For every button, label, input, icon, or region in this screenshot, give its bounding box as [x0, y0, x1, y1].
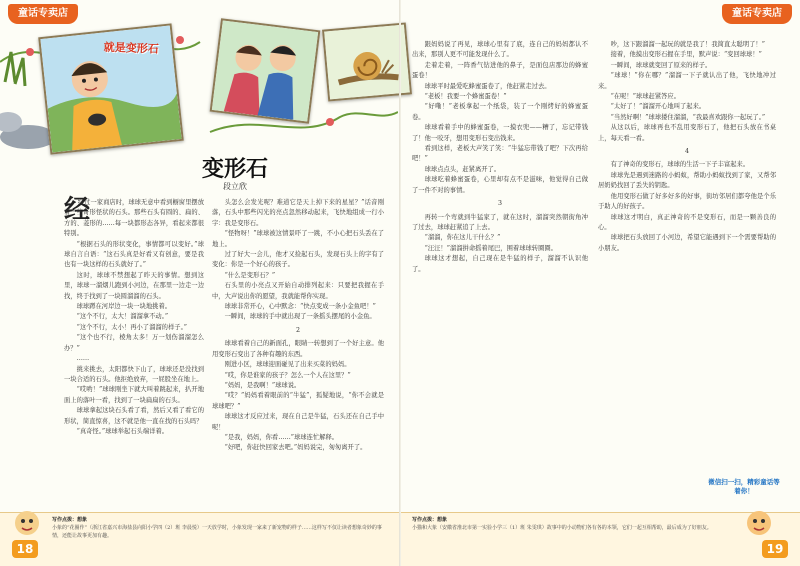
column-badge-left: 童话专卖店 — [8, 4, 78, 24]
left-writing-label: 写作点拨：想象 — [52, 517, 88, 523]
page-number-right: 19 — [762, 540, 788, 558]
right-writing-text: 小猫和大象（安徽省淮北市第一实验小学三（1）班 朱雯琪）故事中的小动物们各有各的本领，它们一起互相帮助，最后成为了好朋友。 — [412, 525, 712, 531]
left-column-1 — [64, 195, 204, 510]
family-picture — [212, 20, 318, 121]
photo-frame-family — [210, 18, 321, 123]
right-footer-mascot — [744, 508, 774, 538]
right-writing-tip — [412, 516, 734, 556]
left-writing-text: 小象的“花圈作”（浙江省嘉兴市海盐县向阳小学四（2）班 李晨悦）一天放学时，小象发现一家来了新宠物的样子……这样写不仅让读者想象奇妙的事情，还能让故事更加有趣。 — [52, 525, 382, 539]
story-title: 变形石 — [201, 157, 268, 182]
left-column-1-text: 经过一家商店时，球球无意中看到橱窗里摆放着一些奇形怪状的石头。那些石头有圆的、扁的、方的、菱形的……每一块都形态各异，看起来都很特别。 “根据石头的形状变化，事情都可以变好。”球球自言自语：“这石头真是好看又有创意，要是我也有一块这样的石头就好了。” 这时，球球不禁想起了昨天的事情。想到这里，球球一溜烟儿跑到小河边，在那里一边走一边找，终于找到了一块圆溜溜的石头。 球球蹲在河岸边一块一块地挑着。 “这个不行，太大！溜溜拿不动。” “这个不行，太小！再小了溜溜的样子。” “这个也不行，棱角太多！万一划伤溜溜怎么办？” …… 挑来挑去，太阳都快下山了，球球还是没找到一块合适的石头。他拒绝放弃，一屁股坐在地上。 “哎哟！”球球刚坐下就大叫着跳起来，扒开地面上的落叶一看，找到了一块扁扁的石头。 球球拿起这块石头看了看，然后又看了看它的形状，简直惊喜，这不就是他一直在找的石头吗？ “真奇怪。”球球举起石头端详着。 — [64, 199, 204, 435]
section-number: 3 — [497, 200, 502, 208]
scan-tip: 微信扫一扫，精彩童话等着你！ — [708, 478, 780, 495]
snail-picture — [324, 25, 410, 100]
right-writing-label: 写作点拨：想象 — [412, 517, 448, 523]
section-number: 2 — [295, 326, 300, 334]
page-number-left: 18 — [12, 540, 38, 558]
right-column-1: 跟妈妈说了再见，球球心里有了底，连自己的妈妈都认不出来，那别人更不可能发现什么了。 走着走着，一阵香气钻进他的鼻子，是面包店那边的蜂蜜蛋卷！ 球球平时最爱吃蜂蜜蛋卷了，他赶紧走过去。 “老板！我要一个蜂蜜蛋卷！” “好嘞！”老板拿起一个纸袋，装了一个刚烤好的蜂蜜蛋卷。 球球看着手中的蜂蜜蛋卷，一摸衣兜——糟了，忘记带钱了！他一咬牙，想用变形石变出钱来。 看到这样，老板大声笑了笑：“牛猛忘带钱了吧？下次再给吧！” 球球点点头，赶紧离开了。 球球吃着蜂蜜蛋卷，心里却有点不是滋味，他觉得自己做了一件不对的事情。 3 再转一个弯就到牛猛家了，就在这时，溜溜突然朝街角冲了过去，球球赶紧追了上去。 “溜溜，你在这儿干什么？” “汪汪！”溜溜拼命摇着尾巴，围着球球转圈圈。 球球这才想起，自己现在是牛猛的样子，溜溜不认识他了。 — [412, 41, 588, 273]
illustration-caption: 就是变形石 — [103, 40, 159, 56]
photo-frame-boy — [38, 23, 184, 154]
drop-cap: 经 — [64, 195, 91, 225]
left-column-2: 头怎么会发光呢？难道它是天上掉下来的星星？”话音刚落，石头中那些闪光的亮点忽然移动起来，飞快地组成一行小字：我是变形石。 “怪物呀！”球球被这情景吓了一跳，不小心把石头丢在了地上。 过了好大一会儿，他才又捡起石头，发现石头上的字有了变化：你是一个好心的孩子。 “什么是变形石？” 石头里的小亮点又开始自动排列起来：只要把我握在手中，大声说出你的愿望，我就能帮你实现。 球球非常开心，心中默念：“快点变成一条小金鱼吧！” 一瞬间，球球的手中就出现了一条摇头摆尾的小金鱼。 2 球球看着自己的新面孔，眼睛一转想到了一个好主意。他用变形石变出了各种有趣的东西。 刚进小区，球球迎面碰见了出来买菜的妈妈。 “哎，你是谁家的孩子？怎么一个人在这里？” “妈妈，是我啊！”球球说。 “哎？”妈妈看着眼前的“牛猛”，狐疑地说，“你不会就是球球吧？” 球球这才反应过来，现在自己是牛猛，石头还在自己手中呢！ “是我，妈妈，你看……”球球连忙解释。 “好吧，你赶快回家去吧。”妈妈说完，匆匆离开了。 — [212, 199, 384, 452]
page-spine — [399, 0, 401, 566]
left-footer-mascot — [12, 508, 42, 538]
right-column-2: 吵，这下跟溜溜一起玩的就是我了！我简直太聪明了！” 接着，他摸出变形石握在手里，默声说：“变回球球！” 一瞬间，球球就变回了原来的样子。 “球球！”你在哪？”溜溜一下子就认出了他，飞快地冲过来。 “在呢！”球球赶紧答应。 “太好了！”溜溜开心地叫了起来。 “当然好啊！”球球搂住溜溜，“我最喜欢跟你一起玩了。” 从这以后，球球再也不乱用变形石了，他把石头放在书桌上，每天看一看。 4 有了神奇的变形石，球球的生活一下子丰富起来。 球球先是遇到迷路的小蚂蚁，帮助小蚂蚁找到了家，又帮邻居奶奶找回了丢失的钥匙。 他用变形石做了好多好多的好事，街坊邻居们都夸他是个乐于助人的好孩子。 球球这才明白，真正神奇的不是变形石，而是一颗善良的心。 球球把石头放回了小河边，希望它能遇到下一个需要帮助的小朋友。 — [598, 41, 776, 252]
column-badge-right: 童话专卖店 — [722, 4, 792, 24]
story-author: 段立欣 — [223, 182, 247, 191]
section-number: 4 — [684, 148, 689, 156]
left-writing-tip — [52, 516, 382, 556]
